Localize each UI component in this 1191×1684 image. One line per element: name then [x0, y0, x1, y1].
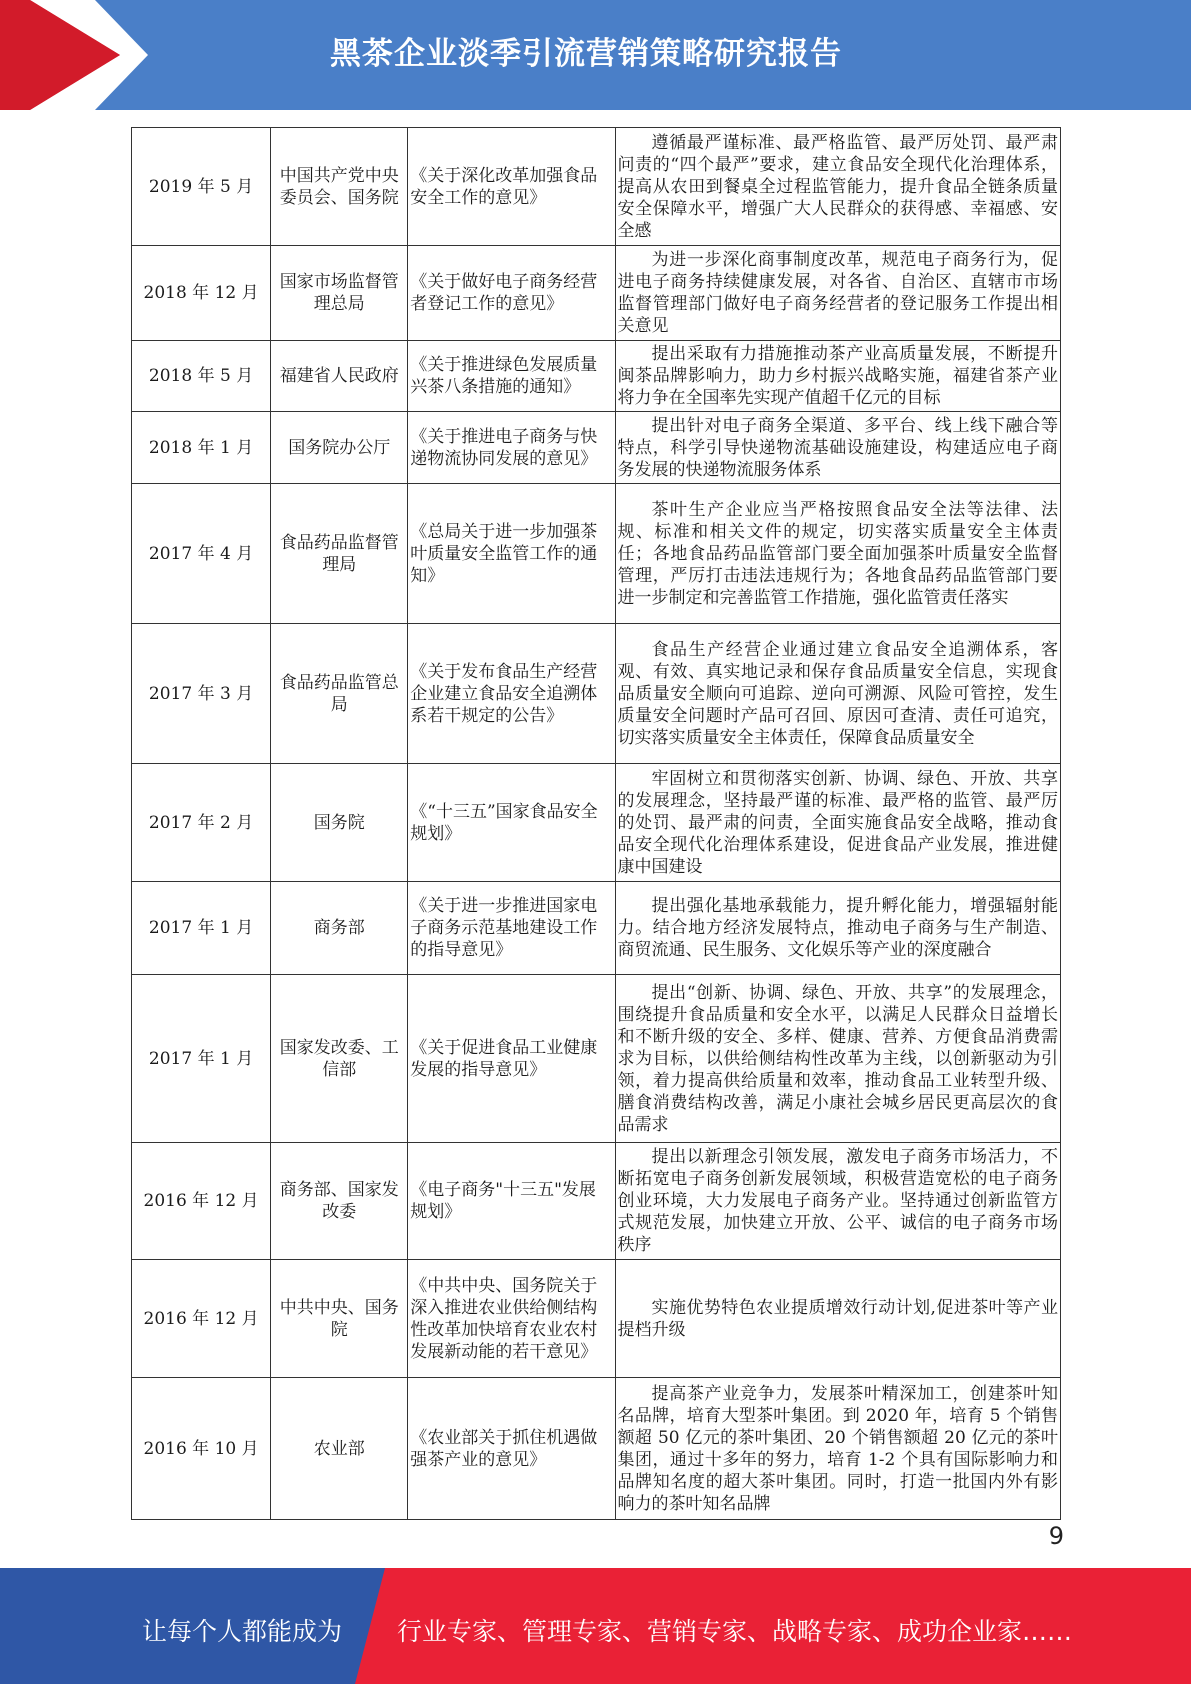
row-date: 2016 年 12 月 — [132, 1143, 271, 1260]
row-organization: 国务院 — [271, 764, 408, 882]
table-row — [132, 624, 1061, 764]
row-organization: 福建省人民政府 — [271, 341, 408, 412]
table-row — [132, 1260, 1061, 1378]
row-document: 《关于深化改革加强食品安全工作的意见》 — [408, 128, 615, 246]
row-document: 《关于促进食品工业健康发展的指导意见》 — [408, 975, 615, 1143]
row-date: 2016 年 10 月 — [132, 1378, 271, 1520]
row-date: 2017 年 4 月 — [132, 484, 271, 624]
row-description: 茶叶生产企业应当严格按照食品安全法等法律、法规、标准和相关文件的规定，切实落实质量安全主体责任；各地食品药品监管部门要全面加强茶叶质量安全监督管理，严厉打击违法违规行为；各地食品药品监管部门要进一步制定和完善监管工作措施，强化监管责任落实 — [615, 484, 1061, 624]
table-row — [132, 412, 1061, 484]
row-date: 2019 年 5 月 — [132, 128, 271, 246]
page-title: 黑茶企业淡季引流营销策略研究报告 — [330, 36, 842, 72]
row-description: 提出针对电子商务全渠道、多平台、线上线下融合等特点，科学引导快递物流基础设施建设，构建适应电子商务发展的快递物流服务体系 — [615, 412, 1061, 484]
row-organization: 国家市场监督管理总局 — [271, 246, 408, 341]
row-date: 2018 年 5 月 — [132, 341, 271, 412]
row-description: 提出采取有力措施推动茶产业高质量发展，不断提升闽茶品牌影响力，助力乡村振兴战略实施，福建省茶产业将力争在全国率先实现产值超千亿元的目标 — [615, 341, 1061, 412]
row-description: 食品生产经营企业通过建立食品安全追溯体系，客观、有效、真实地记录和保存食品质量安全信息，实现食品质量安全顺向可追踪、逆向可溯源、风险可管控，发生质量安全问题时产品可召回、原因可查清、责任可追究，切实落实质量安全主体责任，保障食品质量安全 — [615, 624, 1061, 764]
row-document: 《农业部关于抓住机遇做强茶产业的意见》 — [408, 1378, 615, 1520]
row-date: 2018 年 1 月 — [132, 412, 271, 484]
page-number: 9 — [1048, 1522, 1064, 1550]
row-date: 2018 年 12 月 — [132, 246, 271, 341]
row-document: 《“十三五”国家食品安全规划》 — [408, 764, 615, 882]
row-organization: 商务部 — [271, 882, 408, 975]
row-description: 提出以新理念引领发展，激发电子商务市场活力，不断拓宽电子商务创新发展领域，积极营造宽松的电子商务创业环境，大力发展电子商务产业。坚持通过创新监管方式规范发展，加快建立开放、公平、诚信的电子商务市场秩序 — [615, 1143, 1061, 1260]
row-document: 《关于推进电子商务与快递物流协同发展的意见》 — [408, 412, 615, 484]
policy-table-container — [131, 127, 1061, 1520]
row-description: 牢固树立和贯彻落实创新、协调、绿色、开放、共享的发展理念，坚持最严谨的标准、最严格的监管、最严厉的处罚、最严肃的问责，全面实施食品安全战略，推动食品安全现代化治理体系建设，促进食品产业发展，推进健康中国建设 — [615, 764, 1061, 882]
row-organization: 农业部 — [271, 1378, 408, 1520]
table-row — [132, 1378, 1061, 1520]
footer-slogan-left: 让每个人都能成为 — [142, 1617, 343, 1646]
row-organization: 中国共产党中央委员会、国务院 — [271, 128, 408, 246]
table-row — [132, 1143, 1061, 1260]
footer-slogan-right: 行业专家、管理专家、营销专家、战略专家、成功企业家…… — [397, 1617, 1073, 1646]
footer-banner — [0, 1568, 1191, 1684]
row-date: 2017 年 2 月 — [132, 764, 271, 882]
row-organization: 国家发改委、工信部 — [271, 975, 408, 1143]
row-organization: 食品药品监督管理局 — [271, 484, 408, 624]
table-row — [132, 484, 1061, 624]
row-organization: 商务部、国家发改委 — [271, 1143, 408, 1260]
row-description: 遵循最严谨标准、最严格监管、最严厉处罚、最严肃问责的“四个最严”要求，建立食品安全现代化治理体系，提高从农田到餐桌全过程监管能力，提升食品全链条质量安全保障水平，增强广大人民群众的获得感、幸福感、安全感 — [615, 128, 1061, 246]
row-document: 《总局关于进一步加强茶叶质量安全监管工作的通知》 — [408, 484, 615, 624]
table-row — [132, 764, 1061, 882]
row-organization: 食品药品监管总局 — [271, 624, 408, 764]
row-description: 实施优势特色农业提质增效行动计划,促进茶叶等产业提档升级 — [615, 1260, 1061, 1378]
table-row — [132, 341, 1061, 412]
row-document: 《关于进一步推进国家电子商务示范基地建设工作的指导意见》 — [408, 882, 615, 975]
header-banner — [0, 0, 1191, 110]
row-date: 2017 年 1 月 — [132, 975, 271, 1143]
table-row — [132, 882, 1061, 975]
row-description: 为进一步深化商事制度改革，规范电子商务行为，促进电子商务持续健康发展，对各省、自治区、直辖市市场监督管理部门做好电子商务经营者的登记服务工作提出相关意见 — [615, 246, 1061, 341]
row-organization: 国务院办公厅 — [271, 412, 408, 484]
row-document: 《中共中央、国务院关于深入推进农业供给侧结构性改革加快培育农业农村发展新动能的若干意见》 — [408, 1260, 615, 1378]
table-row — [132, 246, 1061, 341]
table-row — [132, 975, 1061, 1143]
row-description: 提高茶产业竞争力，发展茶叶精深加工，创建茶叶知名品牌，培育大型茶叶集团。到 2020 年，培育 5 个销售额超 50 亿元的茶叶集团、20 个销售额超 20 亿元的茶叶集团，通过十多年的努力，培育 1-2 个具有国际影响力和品牌知名度的超大茶叶集团。同时，打造一批国内外有影响力的茶叶知名品牌 — [615, 1378, 1061, 1520]
row-document: 《关于做好电子商务经营者登记工作的意见》 — [408, 246, 615, 341]
row-date: 2017 年 3 月 — [132, 624, 271, 764]
row-document: 《电子商务"十三五"发展规划》 — [408, 1143, 615, 1260]
row-document: 《关于发布食品生产经营企业建立食品安全追溯体系若干规定的公告》 — [408, 624, 615, 764]
row-date: 2017 年 1 月 — [132, 882, 271, 975]
row-date: 2016 年 12 月 — [132, 1260, 271, 1378]
row-description: 提出“创新、协调、绿色、开放、共享”的发展理念，围绕提升食品质量和安全水平，以满足人民群众日益增长和不断升级的安全、多样、健康、营养、方便食品消费需求为目标，以供给侧结构性改革为主线，以创新驱动为引领，着力提高供给质量和效率，推动食品工业转型升级、膳食消费结构改善，满足小康社会城乡居民更高层次的食品需求 — [615, 975, 1061, 1143]
policy-table — [131, 127, 1061, 1520]
row-organization: 中共中央、国务院 — [271, 1260, 408, 1378]
row-description: 提出强化基地承载能力，提升孵化能力，增强辐射能力。结合地方经济发展特点，推动电子商务与生产制造、商贸流通、民生服务、文化娱乐等产业的深度融合 — [615, 882, 1061, 975]
table-row — [132, 128, 1061, 246]
row-document: 《关于推进绿色发展质量兴茶八条措施的通知》 — [408, 341, 615, 412]
